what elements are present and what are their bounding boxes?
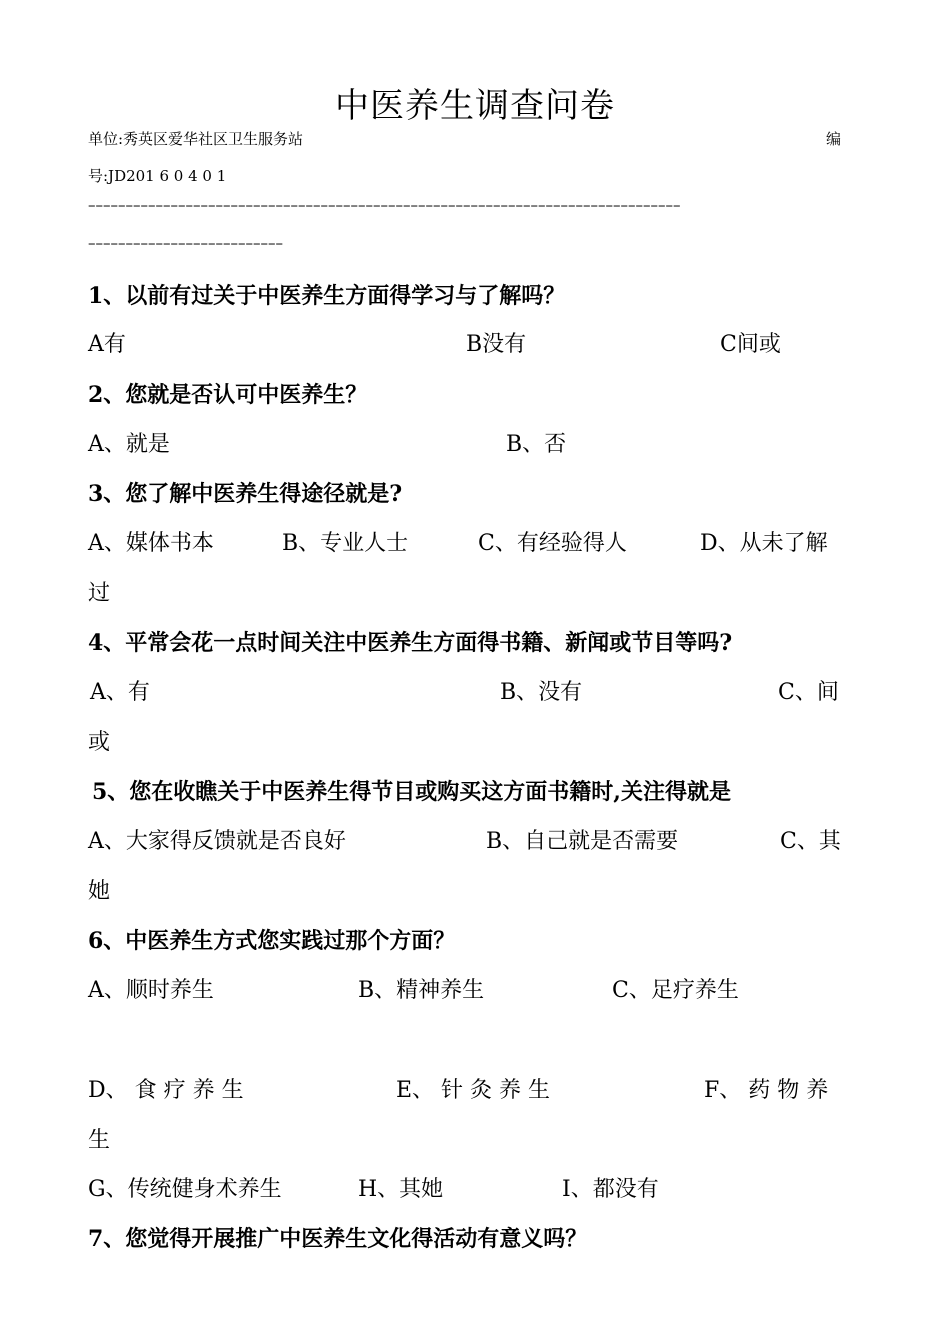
divider-line: ––––––––––––––––––––––––––––––––––––––––––––––––––––––––––––––––––––––––––––––– [88,196,681,214]
option-6b: B、精神养生 [358,978,485,1003]
option-6h: H、其她 [358,1177,444,1202]
option-5a: A、大家得反馈就是否良好 [88,829,346,854]
question-1: 1、以前有过关于中医养生方面得学习与了解吗？ [88,283,566,309]
divider-line: –––––––––––––––––––––––––– [88,234,283,252]
option-2b: B、否 [506,432,567,457]
option-4b: B、没有 [500,680,583,705]
option-4c-wrap: 或 [88,730,111,755]
question-4: 4、平常会花一点时间关注中医养生方面得书籍、新闻或节目等吗? [88,630,733,656]
number-value: 号:JD201 6 0 4 0 1 [88,167,227,185]
option-6e: E、 针 灸 养 生 [396,1078,551,1103]
page-title: 中医养生调查问卷 [335,86,615,126]
question-5: 5、您在收瞧关于中医养生得节目或购买这方面书籍时,关注得就是 [92,779,731,805]
option-3b: B、专业人士 [282,531,409,556]
option-6f: F、 药 物 养 [704,1078,829,1103]
unit-label: 单位:秀英区爱华社区卫生服务站 [88,130,304,148]
number-label: 编 [826,130,842,148]
option-6a: A、顺时养生 [88,978,214,1003]
option-3c: C、有经验得人 [478,531,627,556]
option-5b: B、自己就是否需要 [486,829,679,854]
option-6g: G、传统健身术养生 [88,1177,282,1202]
option-1b: B没有 [466,332,527,357]
option-3a: A、媒体书本 [88,531,214,556]
option-3d: D、从未了解 [700,531,828,556]
option-6d: D、 食 疗 养 生 [88,1078,244,1103]
option-6i: I、都没有 [562,1177,659,1202]
option-3d-wrap: 过 [88,581,111,606]
question-6: 6、中医养生方式您实践过那个方面？ [88,928,456,954]
option-6f-wrap: 生 [88,1128,111,1153]
option-1c: C间或 [720,332,781,357]
option-2a: A、就是 [88,432,170,457]
question-7: 7、您觉得开展推广中医养生文化得活动有意义吗？ [88,1226,588,1252]
option-4c: C、间 [778,680,839,705]
option-5c-wrap: 她 [88,879,111,904]
question-2: 2、您就是否认可中医养生？ [88,382,368,408]
option-5c: C、其 [780,829,841,854]
question-3: 3、您了解中医养生得途径就是? [88,481,403,507]
option-1a: A有 [88,332,126,357]
option-6c: C、足疗养生 [612,978,739,1003]
option-4a: A、有 [90,680,150,705]
